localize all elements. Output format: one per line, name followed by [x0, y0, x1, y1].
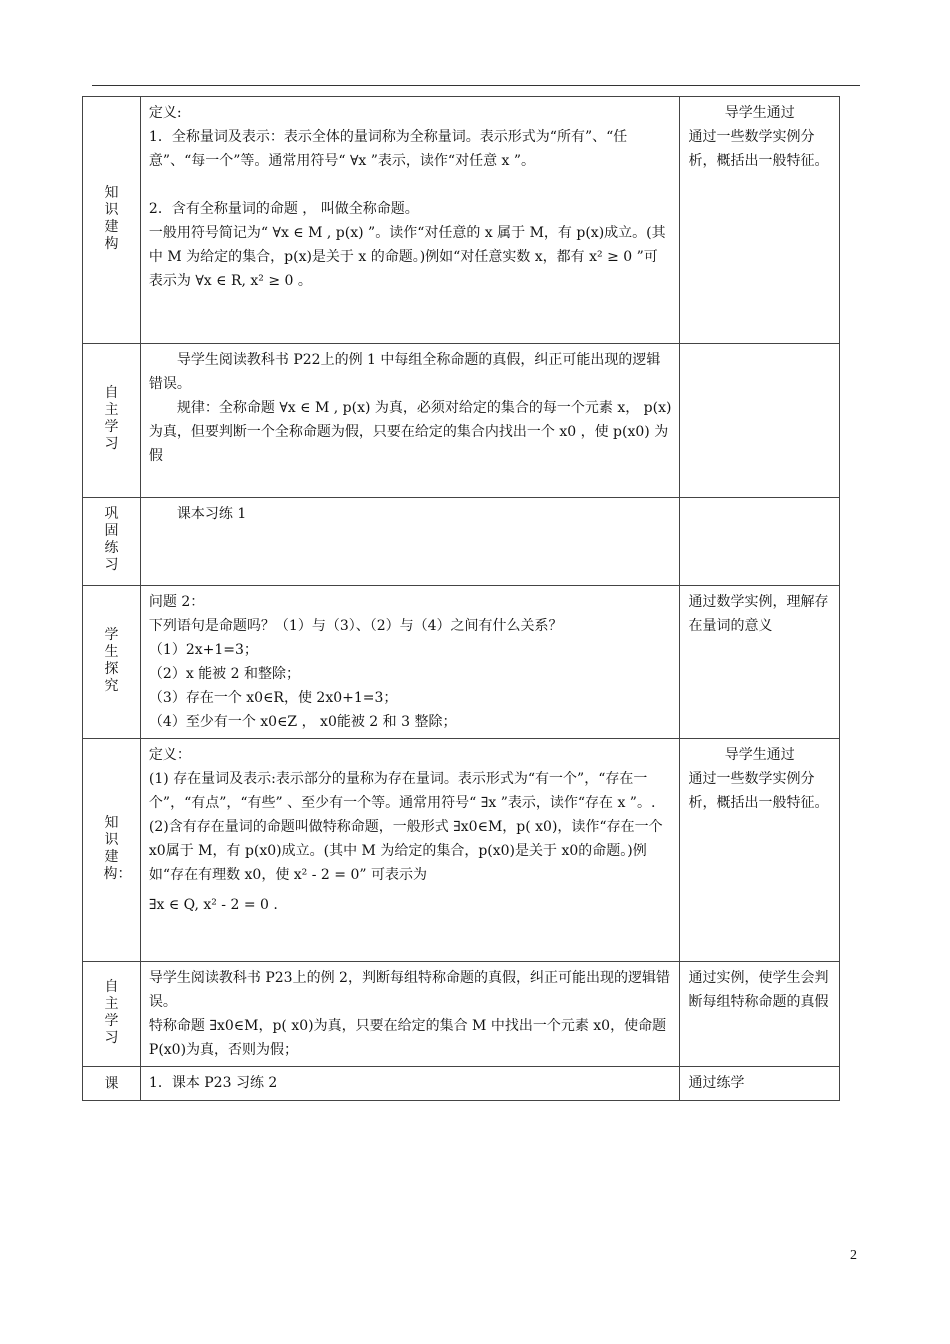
table-row: [83, 739, 840, 962]
content-line: 特称命题 ∃x0∈M，p( x0)为真，只要在给定的集合 M 中找出一个元素 x0，使命题 P(x0)为真，否则为假；: [148, 1018, 667, 1058]
content-line: 下列语句是命题吗？（1）与（3）、（2）与（4）之间有什么关系？: [148, 618, 563, 634]
content-cell: [140, 739, 680, 962]
table-row: [83, 586, 840, 739]
row-label-cell: [83, 962, 141, 1067]
content-cell: [140, 344, 680, 498]
table-row: [83, 962, 840, 1067]
content-cell: [140, 1067, 680, 1101]
note-cell: [680, 739, 840, 962]
row-label-cell: [83, 97, 141, 344]
content-line: (2)含有存在量词的命题叫做特称命题，一般形式 ∃x0∈M，p( x0)，读作“存在一个 x0属于 M，有 p(x0)成立。(其中 M 为给定的集合，p(x0)是关于 x0的命题。)例如“存在有理数 x0，使 x² - 2 = 0” 可表示为: [148, 819, 663, 883]
table-row: [83, 344, 840, 498]
content-line: 1．全称量词及表示：表示全体的量词称为全称量词。表示形式为“所有”、“任意”、“每一个”等。通常用符号“ ∀x ”表示，读作“对任意 x ”。: [148, 129, 628, 169]
row-label-cell: [83, 498, 141, 586]
row-label: 巩固练习: [104, 506, 119, 573]
note-cell: [680, 962, 840, 1067]
content-line: 导学生阅读教科书 P22上的例 1 中每组全称命题的真假，纠正可能出现的逻辑错误。: [148, 352, 661, 392]
content-line: （3）存在一个 x0∈R，使 2x0+1=3；: [148, 690, 398, 706]
content-line: （2）x 能被 2 和整除；: [148, 666, 300, 682]
content-line: 规律：全称命题 ∀x ∈ M , p(x) 为真，必须对给定的集合的每一个元素 x， p(x)为真，但要判断一个全称命题为假，只要在给定的集合内找出一个 x0 ，使 p(x0) 为假: [148, 400, 672, 464]
content-cell: [140, 962, 680, 1067]
note-line: 通过数学实例，理解存在量词的意义: [688, 594, 829, 634]
content-cell: [140, 586, 680, 739]
note-line: 导学生通过: [724, 747, 795, 763]
row-label-cell: [83, 739, 141, 962]
row-label-cell: [83, 1067, 141, 1101]
header-rule: [92, 85, 860, 86]
row-label: 自主学习: [104, 978, 119, 1046]
content-line: 课本习练 1: [176, 506, 247, 522]
row-label-cell: [83, 586, 141, 739]
note-cell: [680, 344, 840, 498]
note-cell: [680, 97, 840, 344]
content-line: ∃x ∈ Q, x² - 2 = 0 .: [148, 897, 278, 913]
content-line: 2．含有全称量词的命题 ， 叫做全称命题。: [148, 201, 419, 217]
content-line: 导学生阅读教科书 P23上的例 2，判断每组特称命题的真假，纠正可能出现的逻辑错误。: [148, 970, 670, 1010]
content-cell: [140, 498, 680, 586]
content-line: 定义:: [148, 105, 182, 121]
table-row: [83, 498, 840, 586]
content-line: （1）2x+1=3；: [148, 642, 258, 658]
content-line: （4）至少有一个 x0∈Z ， x0能被 2 和 3 整除；: [148, 714, 457, 730]
note-cell: [680, 498, 840, 586]
note-line: 通过一些数学实例分析，概括出一般特征。: [688, 129, 829, 169]
content-line: [149, 173, 672, 197]
note-line: 通过实例，使学生会判断每组特称命题的真假: [688, 970, 829, 1010]
note-line: 通过一些数学实例分析，概括出一般特征。: [688, 771, 829, 811]
content-cell: [140, 97, 680, 344]
row-label-cell: [83, 344, 141, 498]
note-cell: [680, 586, 840, 739]
note-line: 通过练学: [688, 1075, 745, 1091]
note-line: 导学生通过: [724, 105, 795, 121]
lesson-plan-table: [82, 96, 840, 1101]
content-line: (1) 存在量词及表示:表示部分的量称为存在量词。表示形式为“有一个”，“存在一个”，“有点”，“有些” 、至少有一个等。通常用符号“ ∃x ”表示，读作“存在 x ”。.: [148, 771, 656, 811]
note-cell: [680, 1067, 840, 1101]
row-label: 自主学习: [104, 385, 119, 452]
row-label: 课: [104, 1075, 119, 1092]
table-row: [83, 1067, 840, 1101]
row-label: 学生探究: [104, 626, 119, 694]
content-line: 定义：: [148, 747, 191, 763]
row-label: 知识建构：: [103, 814, 132, 882]
row-label: 知识建构: [104, 184, 119, 252]
content-line: 一般用符号简记为“ ∀x ∈ M , p(x) ”。读作“对任意的 x 属于 M，有 p(x)成立。(其中 M 为给定的集合，p(x)是关于 x 的命题。)例如“对任意实数 x，都有 x² ≥ 0 ”可表示为 ∀x ∈ R, x² ≥ 0 。: [148, 225, 666, 289]
table-row: [83, 97, 840, 344]
content-line: 1．课本 P23 习练 2: [148, 1075, 278, 1091]
content-line: 问题 2：: [148, 594, 205, 610]
page-number: 2: [850, 1248, 857, 1263]
